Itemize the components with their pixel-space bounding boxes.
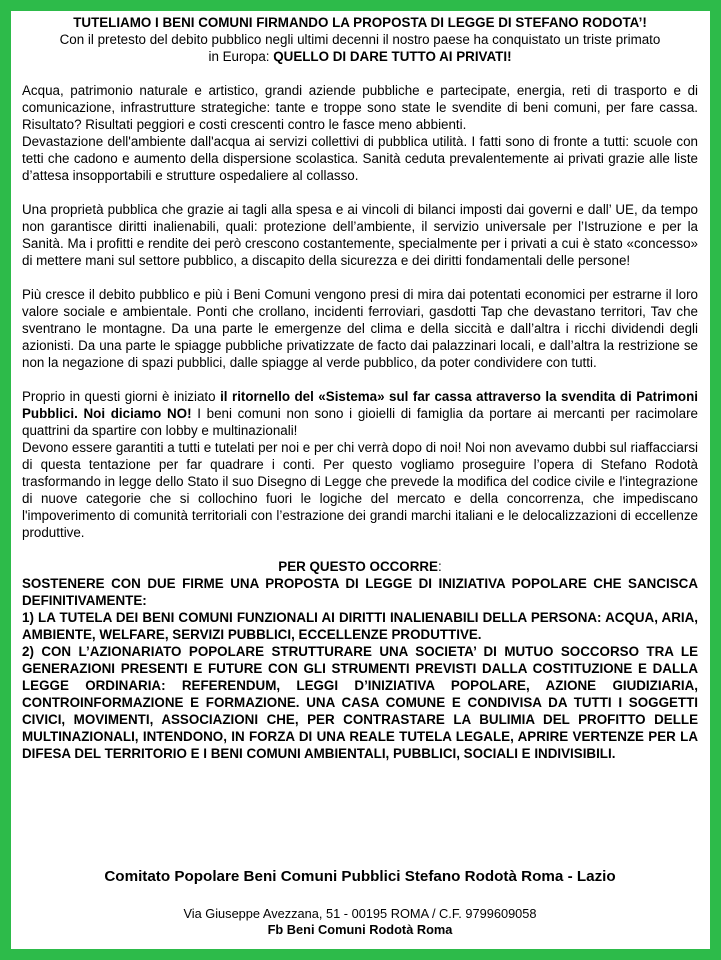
committee-signature: Comitato Popolare Beni Comuni Pubblici Stefano Rodotà Roma - Lazio — [104, 868, 616, 885]
flyer-body — [22, 14, 698, 762]
paragraph-5 — [22, 388, 698, 439]
intro-line-2-plain: in Europa: — [208, 49, 274, 64]
intro-line-2 — [22, 48, 698, 65]
occorre-point-2: 2) CON L’AZIONARIATO POPOLARE STRUTTURARE UNA SOCIETA’ DI MUTUO SOCCORSO TRA LE GENERAZIONI PRESENTI E FUTURE CON GLI STRUMENTI PREVISTI DALLA COSTITUZIONE E DALLA LEGGE ORDINARIA: REFERENDUM, LEGGI D’INIZIATIVA POPOLARE, AZIONE GIUDIZIARIA, CONTROINFORMAZIONE E FORMAZIONE. UNA CASA COMUNE E CONDIVISA DA TUTTI I SOGGETTI CIVICI, MOVIMENTI, ASSOCIAZIONI CHE, PER CONTRASTARE LA BULIMIA DEL PROFITTO DELLE MULTINAZIONALI, INTENDONO, IN FORZA DI UNA REALE TUTELA LEGALE, APRIRE VERTENZE PER LA DIFESA DEL TERRITORIO E I BENI COMUNI AMBIENTALI, PUBBLICI, SOCIALI E INDIVISIBILI. — [22, 644, 698, 761]
flyer-header — [22, 14, 698, 65]
occorre-point-1: 1) LA TUTELA DEI BENI COMUNI FUNZIONALI AI DIRITTI INALIENABILI DELLA PERSONA: ACQUA, ARIA, AMBIENTE, WELFARE, SERVIZI PUBBLICI, ECCELLENZE PRODUTTIVE. — [22, 610, 698, 642]
paragraph-5-start: Proprio in questi giorni è iniziato — [22, 389, 221, 404]
intro-slogan: QUELLO DI DARE TUTTO AI PRIVATI! — [273, 49, 512, 64]
paragraph-1: Acqua, patrimonio naturale e artistico, grandi aziende pubbliche e partecipate, energia, reti di trasporto e di comunicazione, infrastrutture strategiche: tante e troppe sono state le svendite di beni comuni, per fare cassa. Risultato? Risultati peggiori e costi crescenti contro le fasce meno abbienti. — [22, 83, 698, 132]
facebook-line: Fb Beni Comuni Rodotà Roma — [267, 922, 453, 937]
paragraph-3: Una proprietà pubblica che grazie ai tagli alla spesa e ai vincoli di bilanci imposti dai governi e dall’ UE, da tempo non garantisce diritti inalienabili, quali: protezione dell’ambiente, il servizio universale per l’Istruzione e per la Sanità. Ma i profitti e rendite dei però crescono costantemente, specialmente per i privati a cui è stato «concesso» di mettere mani sul settore pubblico, a discapito della sicurezza e dei diritti fondamentali delle persone! — [22, 202, 698, 268]
headline: TUTELIAMO I BENI COMUNI FIRMANDO LA PROPOSTA DI LEGGE DI STEFANO RODOTA’! — [73, 15, 647, 30]
occorre-title: PER QUESTO OCCORRE — [278, 559, 438, 574]
occorre-intro: SOSTENERE CON DUE FIRME UNA PROPOSTA DI LEGGE DI INIZIATIVA POPOLARE CHE SANCISCA DEFINITIVAMENTE: — [22, 576, 698, 608]
address-line: Via Giuseppe Avezzana, 51 - 00195 ROMA / C.F. 9799609058 — [183, 906, 537, 921]
contact-block — [22, 906, 698, 938]
paragraph-2: Devastazione dell'ambiente dall'acqua ai servizi collettivi di pubblica utilità. I fatti sono di fronte a tutti: scuole con tetti che cadono e aumento della dispersione scolastica. Sanità ceduta prevalentemente ai privati grazie alle liste d’attesa insopportabili e strutture ospedaliere al collasso. — [22, 134, 698, 183]
paragraph-5-bold: il ritornello del «Sistema» sul far cassa attraverso la svendita di Patrimoni Pubblici. Noi diciamo NO! — [22, 389, 698, 421]
occorre-colon: : — [438, 559, 442, 574]
paragraph-5-end: I beni comuni non sono i gioielli di famiglia da portare ai mercanti per racimolare quattrini da spartire con lobby e multinazionali! — [22, 406, 698, 438]
occorre-heading — [22, 558, 698, 575]
paragraph-6: Devono essere garantiti a tutti e tutelati per noi e per chi verrà dopo di noi! Noi non avevamo dubbi sul riaffacciarsi di questa tentazione per far quadrare i conti. Per questo vogliamo proseguire l’opera di Stefano Rodotà trasformando in legge dello Stato il suo Disegno di Legge che prevede la modifica del codice civile e l'integrazione di nuove categorie che si collochino fuori le logiche del mercato e della concorrenza, che impediscano l'impoverimento di comunità territoriali con l’estrazione dei grandi marchi italiani e le delocalizzazioni di eccellenze produttive. — [22, 440, 698, 540]
paragraph-4: Più cresce il debito pubblico e più i Beni Comuni vengono presi di mira dai potentati economici per estrarne il loro valore sociale e ambientale. Ponti che crollano, incidenti ferroviari, gasdotti Tap che devastano territori, Tav che sventrano le montagne. Da una parte le emergenze del clima e della siccità e dall’altra i ricchi dividendi degli azionisti. Da una parte le spiagge pubbliche privatizzate de facto dai palazzinari locali, e dall’altra la restrizione se non la negazione di spazi pubblici, dalle spiagge al verde pubblico, da poter condividere con tutti. — [22, 287, 698, 370]
intro-line: Con il pretesto del debito pubblico negli ultimi decenni il nostro paese ha conquistato un triste primato — [59, 32, 661, 47]
